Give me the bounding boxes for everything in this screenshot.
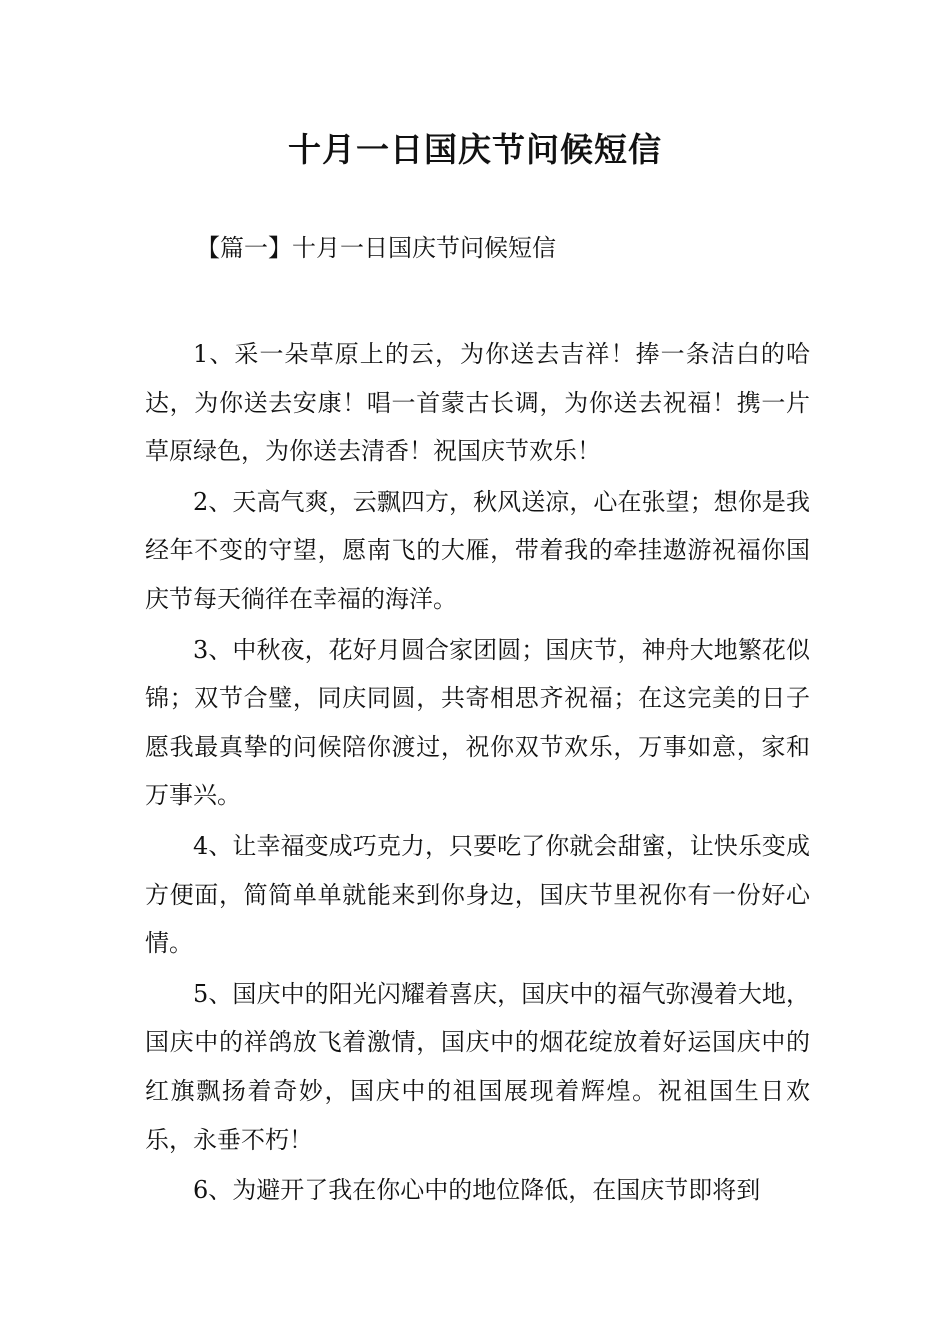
paragraph-4: 4、让幸福变成巧克力，只要吃了你就会甜蜜，让快乐变成方便面，简简单单就能来到你身边，国庆节里祝你有一份好心情。 — [145, 831, 810, 958]
paragraph-1: 1、采一朵草原上的云，为你送去吉祥！捧一条洁白的哈达，为你送去安康！唱一首蒙古长调，为你送去祝福！携一片草原绿色，为你送去清香！祝国庆节欢乐！ — [145, 340, 810, 466]
section-heading: 【篇一】十月一日国庆节问候短信 — [196, 234, 556, 262]
document-title: 十月一日国庆节问候短信 — [288, 130, 662, 169]
body-text — [145, 330, 810, 1217]
paragraph-3: 3、中秋夜，花好月圆合家团圆；国庆节，神舟大地繁花似锦；双节合璧，同庆同圆，共寄相思齐祝福；在这完美的日子愿我最真挚的问候陪你渡过，祝你双节欢乐，万事如意，家和万事兴。 — [145, 635, 810, 810]
paragraph-6: 6、为避开了我在你心中的地位降低，在国庆节即将到 — [193, 1176, 761, 1205]
paragraph-5: 5、国庆中的阳光闪耀着喜庆，国庆中的福气弥漫着大地，国庆中的祥鸽放飞着激情，国庆中的烟花绽放着好运国庆中的红旗飘扬着奇妙，国庆中的祖国展现着辉煌。祝祖国生日欢乐，永垂不朽！ — [145, 979, 810, 1154]
paragraph-2: 2、天高气爽，云飘四方，秋风送凉，心在张望；想你是我经年不变的守望，愿南飞的大雁，带着我的牵挂遨游祝福你国庆节每天徜徉在幸福的海洋。 — [145, 487, 810, 613]
